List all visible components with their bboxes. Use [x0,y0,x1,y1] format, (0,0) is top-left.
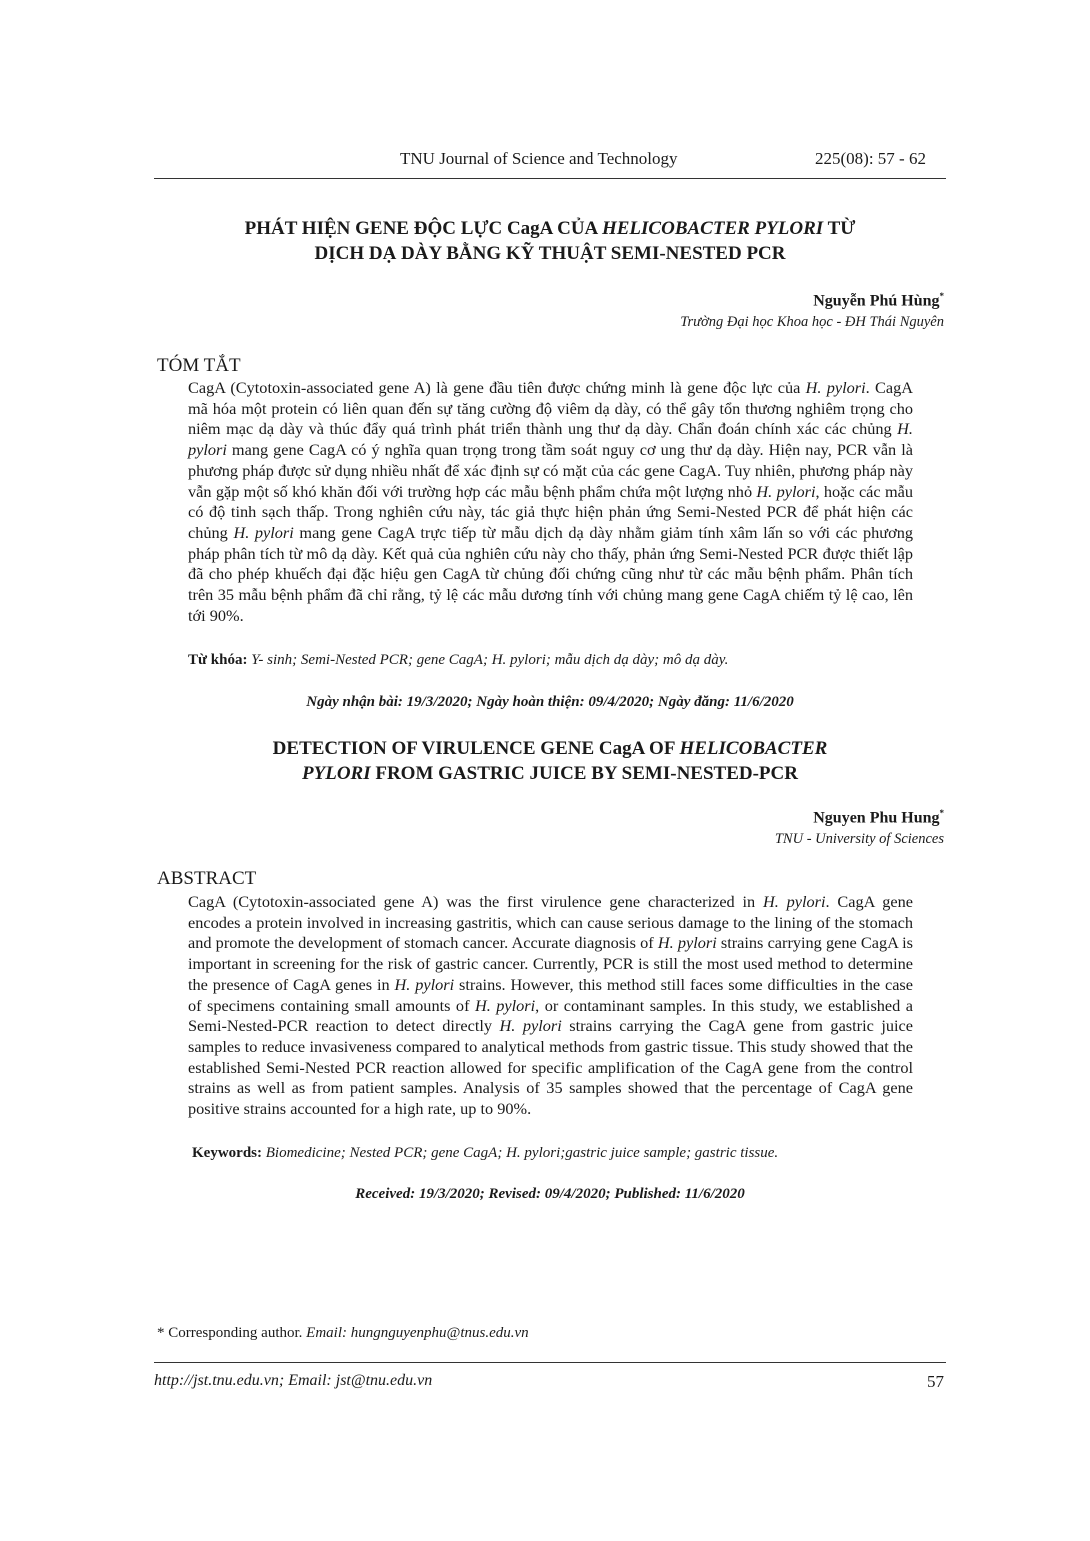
page-number: 57 [927,1372,944,1391]
vi-title-line2: DỊCH DẠ DÀY BẰNG KỸ THUẬT SEMI-NESTED PCR [314,243,786,264]
vi-title [150,216,950,266]
en-abstract-species: H. pylori [499,1016,562,1036]
vi-author-mark: * [939,291,944,301]
vi-keywords [188,652,928,669]
vi-abstract-species: H. pylori [188,419,913,460]
en-abstract-species: H. pylori [474,995,536,1015]
en-title-genus: HELICOBACTER [679,738,828,759]
vi-abstract [188,378,913,626]
en-abstract-text: strains carrying the CagA gene from gastric juice samples to reduce invasiveness compared to analytical methods from gastric tissue. This study showed that the established Semi-Nested PCR reaction allowed for specific amplification of the CagA gene from the control strains as well as from patient samples. Analysis of 35 samples showed that the percentage of CagA gene positive strains accounted for a high rate, up to 90%. [188,1016,913,1119]
en-abstract-species: H. pylori [762,892,826,911]
vi-abstract-text: mang gene CagA trực tiếp từ mẫu dịch dạ dày nhằm giảm tính xâm lấn so với các phương pháp phân tích từ mô dạ dày. Kết quả của nghiên cứu này cho thấy, phản ứng Semi-Nested PCR được thiết lập đã cho phép khuếch đại đặc hiệu gen CagA từ chủng đối chứng cũng như từ các mẫu bệnh phẩm. Phân tích trên 35 mẫu bệnh phẩm đã chỉ rằng, tỷ lệ các mẫu dương tính với chủng mang gene CagA chiếm tỷ lệ cao, lên tới 90%. [188,522,913,625]
en-title [150,736,950,786]
footer-rule [154,1362,946,1363]
en-abstract-species: H. pylori [394,974,455,994]
vi-affiliation: Trường Đại học Khoa học - ĐH Thái Nguyên [680,314,944,330]
corresponding-email: Email: hungnguyenphu@tnus.edu.vn [306,1325,529,1341]
vi-title-part-a: PHÁT HIỆN GENE ĐỘC LỰC CagA CỦA [244,218,602,239]
en-abstract-text: strains carrying gene CagA is important in screening for the risk of gastric cancer. Currently, PCR is still the most used method to determine the presence of CagA genes in [188,933,913,994]
vi-title-part-c: TỪ [823,218,856,239]
en-abstract-heading: ABSTRACT [157,868,257,889]
en-keywords-list: Biomedicine; Nested PCR; gene CagA; H. pylori;gastric juice sample; gastric tissue. [262,1145,779,1161]
vi-abstract-text: CagA (Cytotoxin-associated gene A) là gene đầu tiên được chứng minh là gene độc lực của [188,378,806,397]
en-abstract-text: strains. However, this method still faces some difficulties in the case of specimens containing small amounts of [188,974,913,1015]
en-keywords [192,1145,932,1162]
corresponding-author-note [157,1325,529,1342]
vi-keywords-list: Y- sinh; Semi-Nested PCR; gene CagA; H. pylori; mẫu dịch dạ dày; mô dạ dày. [247,652,729,668]
vi-abstract-species: H. pylori [805,378,866,397]
vi-abstract-text: mang gene CagA có ý nghĩa quan trọng trong tầm soát nguy cơ ung thư dạ dày. Hiện nay, PCR vẫn là phương pháp được sử dụng nhiều nhất để xác định sự có mặt của các gene CagA. Tuy nhiên, phương pháp này vẫn gặp một số khó khăn đối với trường hợp các mẫu bệnh phẩm chứa một lượng nhỏ [188,440,913,501]
vi-abstract-text: . CagA mã hóa một protein có liên quan đến sự tăng cường độ viêm dạ dày, có thể gây tổn thương nghiêm trọng cho niêm mạc dạ dày và thúc đẩy quá trình phát triển thành ung thư dạ dày. Chẩn đoán chính xác các chủng [188,378,913,439]
en-dates: Received: 19/3/2020; Revised: 09/4/2020; Published: 11/6/2020 [355,1186,745,1202]
en-abstract-species: H. pylori [657,933,717,953]
vi-title-species: HELICOBACTER PYLORI [601,218,824,239]
volume-pages: 225(08): 57 - 62 [815,149,926,168]
en-author [813,808,944,827]
en-keywords-label: Keywords: [192,1145,262,1161]
vi-abstract-heading: TÓM TẮT [157,355,241,376]
en-affiliation: TNU - University of Sciences [774,831,944,847]
footer-journal-links: http://jst.tnu.edu.vn; Email: jst@tnu.edu.vn [154,1372,433,1389]
vi-author-name: Nguyễn Phú Hùng [813,292,940,310]
corresponding-label: * Corresponding author. [157,1325,307,1341]
header-rule [154,178,946,179]
en-title-part-a: DETECTION OF VIRULENCE GENE CagA OF [272,738,680,759]
en-abstract-text: , or contaminant samples. In this study, we established a Semi-Nested-PCR reaction to detect directly [188,995,914,1036]
vi-author [813,291,944,310]
vi-dates: Ngày nhận bài: 19/3/2020; Ngày hoàn thiện: 09/4/2020; Ngày đăng: 11/6/2020 [306,694,794,710]
vi-abstract-text: , hoặc các mẫu có độ tinh sạch thấp. Trong nghiên cứu này, tác giả thực hiện phản ứng Semi-Nested PCR để phát hiện các chủng [188,481,913,542]
en-abstract-text: CagA (Cytotoxin-associated gene A) was the first virulence gene characterized in [188,892,763,911]
vi-abstract-species: H. pylori [756,481,816,501]
en-author-mark: * [939,808,944,818]
en-abstract [188,892,913,1120]
en-title-species: PYLORI [302,763,371,784]
vi-abstract-species: H. pylori [233,522,294,542]
vi-keywords-label: Từ khóa: [188,652,248,668]
en-title-part-b: FROM GASTRIC JUICE BY SEMI-NESTED-PCR [370,763,798,784]
en-abstract-text: . CagA gene encodes a protein involved in increasing gastritis, which can cause serious damage to the lining of the stomach and promote the development of stomach cancer. Accurate diagnosis of [188,892,914,953]
en-author-name: Nguyen Phu Hung [813,809,940,827]
journal-name: TNU Journal of Science and Technology [400,149,678,168]
